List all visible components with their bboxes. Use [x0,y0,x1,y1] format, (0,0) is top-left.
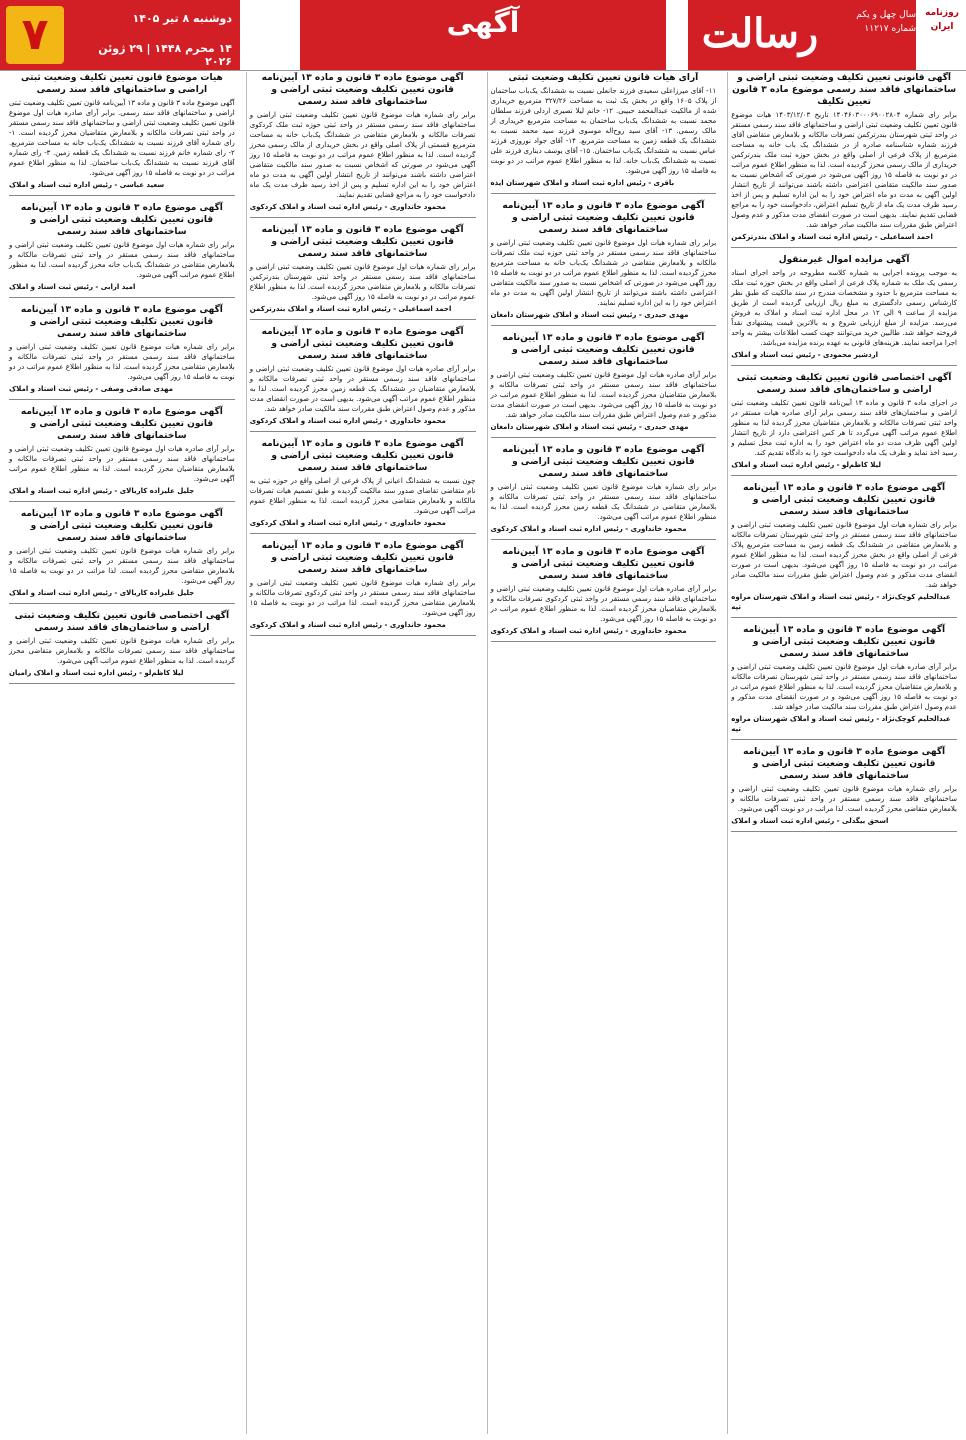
notice-signature: محمود خانداوری - رئیس اداره ثبت اسناد و املاک کردکوی [249,519,446,527]
notice-signature: محمود خانداوری - رئیس اداره ثبت اسناد و املاک کردکوی [249,203,446,211]
notice [731,746,957,832]
paper-info [826,8,916,36]
notice [731,482,957,618]
issue-number: شماره ۱۱۲۱۷ [864,24,916,34]
notice-title: آگهی موضوع ماده ۳ قانون و ماده ۱۳ آیین‌نامه قانون تعیین تکلیف وضعیت ثبتی اراضی و ساختمانهای فاقد سند رسمی [20,305,223,339]
notice-title: آگهی موضوع ماده ۳ قانون و ماده ۱۳ آیین‌نامه قانون تعیین تکلیف وضعیت ثبتی اراضی و ساختمانهای فاقد سند رسمی [743,625,946,659]
notice [491,72,717,194]
notice [491,332,717,438]
notice [9,304,235,400]
notice [9,508,235,604]
notice [9,406,235,502]
notice-body: برابر رای شماره ۱۴۰۴۶۰۳۰۰۰۶۹۰۰۲۸۰۴ تاریخ ۱۴۰۳/۱۲/۰۳ هیات موضوع قانون تعیین تکلیف وضعیت ثبتی اراضی و ساختمانهای فاقد سند رسمی مستقر در واحد ثبتی شهرستان بندرترکمن تصرفات مالکانه و بلامعارض متقاضی آقای فرزند شماره شناسنامه صادره از در ششدانگ یک باب خانه به مساحت مترمربع از پلاک فرعی از اصلی واقع در بخش حوزه ثبت ملک بندرترکمن خریداری از مالک رسمی محرز گردیده است. لذا به منظور اطلاع عموم مراتب در دو نوبت به فاصله ۱۵ روز آگهی می‌شود در صورتی که اشخاص نسبت به صدور سند مالکیت متقاضی اعتراضی داشته باشند می‌توانند از تاریخ انتشار اولین آگهی به مدت دو ماه اعتراض خود را به این اداره تسلیم و پس از اخذ رسید ظرف مدت یک ماه از تاریخ تسلیم اعتراض، دادخواست خود را به مراجع قضایی تقدیم نمایند. بدیهی است در صورت انقضای مدت مذکور و عدم وصول اعتراض طبق مقررات سند مالکیت صادر خواهد شد. [731,111,957,229]
notice-body: به موجب پرونده اجرایی به شماره کلاسه مطروحه در واحد اجرای اسناد رسمی یک ملک به شماره پلاک فرعی از اصلی واقع در بخش حوزه ثبت ملک به مساحت مترمربع با حدود و مشخصات مندرج در سند مالکیت که طبق نظر کارشناس رسمی دادگستری به مبلغ ریال ارزیابی گردیده است از طریق مزایده از ساعت ۹ الی ۱۲ در محل اداره ثبت اسناد و املاک به فروش می‌رسد. مزایده از مبلغ ارزیابی شروع و به بالاترین قیمت پیشنهادی نقداً فروخته خواهد شد. طالبین خرید می‌توانند جهت کسب اطلاعات بیشتر به واحد اجرا مراجعه نمایند. هزینه‌های قانونی به عهده برنده مزایده می‌باشد. [731,269,957,347]
notice [731,72,957,248]
notice-signature: امید ارابی - رئیس ثبت اسناد و املاک [9,283,136,291]
section-title: آگهی [446,6,520,39]
notice-body: برابر رای شماره هیات اول موضوع قانون تعیین تکلیف وضعیت ثبتی اراضی و ساختمانهای فاقد سند رسمی مستقر در واحد ثبتی تصرفات مالکانه و بلامعارض متقاضی در ششدانگ یک‌باب خانه محرز گردیده است. لذا به منظور اطلاع عموم مراتب آگهی می‌شود. [9,241,235,279]
notice-body: برابر آرای صادره هیات اول موضوع قانون تعیین تکلیف وضعیت ثبتی اراضی و ساختمانهای فاقد سند رسمی مستقر در واحد ثبتی کردکوی تصرفات مالکانه و بلامعارض متقاضیان محرز گردیده است. لذا به منظور اطلاع عموم مراتب در دو نوبت به فاصله ۱۵ روز آگهی می‌شود. [490,585,717,623]
notice [731,624,957,740]
notice-signature: اسحق بیگدلی - رئیس اداره ثبت اسناد و املاک [731,817,889,825]
notice-body: ۱۱- آقای میرزاعلی سعیدی فرزند جانعلی نسبت به ششدانگ یک‌باب ساختمان از پلاک ۱۶۰۵ واقع در بخش یک ثبت به مساحت ۳۲۷/۲۶ مترمربع خریداری شده از مالکیت عبدالمحمد حبیبی. ۱۲- خانم لیلا نصیری اردلی فرزند سلطان محمد نسبت به ششدانگ یک‌باب ساختمان به مساحت مترمربع خریداری از مالک رسمی. ۱۳- آقای سید روح‌اله موسوی فرزند سید محمد نسبت به ششدانگ یک قطعه زمین به مساحت مترمربع. ۱۴- آقای جواد نوروزی فرزند عباس نسبت به ششدانگ یک‌باب ساختمان. ۱۵- آقای یوسف دیناری فرزند علی نسبت به ششدانگ یک‌باب خانه. لذا به منظور اطلاع عموم مراتب در دو نوبت به فاصله ۱۵ روز آگهی می‌شود. [490,87,717,175]
notice-title: آگهی موضوع ماده ۳ قانون و ماده ۱۳ آیین‌نامه قانون تعیین تکلیف وضعیت ثبتی اراضی و ساختمانهای فاقد سند رسمی [20,407,223,441]
notice-signature: مهدی حیدری - رئیس ثبت اسناد و املاک شهرستان دامغان [490,311,689,319]
notice [250,438,476,534]
brand-label: روزنامه ایران [925,8,959,32]
notice-title: آگهی موضوع ماده ۳ قانون و ماده ۱۳ آیین‌نامه قانون تعیین تکلیف وضعیت ثبتی اراضی و ساختمانهای فاقد سند رسمی [502,547,705,581]
notice [9,202,235,298]
notice [491,200,717,326]
notice-title: آگهی اختصاصی قانون تعیین تکلیف وضعیت ثبتی اراضی و ساختمان‌های فاقد سند رسمی [736,373,952,395]
notice [731,254,957,366]
notice-body: برابر رای شماره هیات موضوع قانون تعیین تکلیف وضعیت ثبتی اراضی و ساختمانهای فاقد سند رسمی مستقر در واحد ثبتی تصرفات مالکانه و بلامعارض متقاضی محرز گردیده است. لذا مراتب در دو نوبت به فاصله ۱۵ روز آگهی می‌شود. [9,547,235,585]
notice-body: برابر رای شماره هیات موضوع قانون تعیین تکلیف وضعیت ثبتی اراضی و ساختمانهای فاقد سند رسمی تصرفات مالکانه و بلامعارض متقاضی محرز گردیده است. لذا به منظور اطلاع عموم مراتب آگهی می‌شود. [9,637,235,665]
notice-signature: محمود خانداوری - رئیس اداره ثبت اسناد و املاک کردکوی [490,525,687,533]
notice-signature: جلیل علیزاده کاربالای - رئیس اداره ثبت اسناد و املاک [9,487,195,495]
notice-signature: لیلا کاظم‌لو - رئیس اداره ثبت اسناد و املاک [731,461,882,469]
notice-title: آگهی موضوع ماده ۳ قانون و ماده ۱۳ آیین‌نامه قانون تعیین تکلیف وضعیت ثبتی اراضی و ساختمانهای فاقد سند رسمی [502,445,705,479]
notice-body: برابر آرای صادره هیات اول موضوع قانون تعیین تکلیف وضعیت ثبتی اراضی و ساختمانهای فاقد سند رسمی مستقر در واحد ثبتی تصرفات مالکانه و بلامعارض متقاضیان در ششدانگ یک قطعه زمین محرز گردیده است. لذا به منظور اطلاع عموم مراتب آگهی می‌شود. بدیهی است در صورت انقضای مدت مذکور و عدم وصول اعتراض طبق مقررات سند مالکیت صادر خواهد شد. [249,365,476,413]
notice [491,444,717,540]
notice-signature: احمد اسماعیلی - رئیس اداره ثبت اسناد و املاک بندرترکمن [731,233,933,241]
section-bar [300,0,666,70]
notice-body: برابر رای شماره هیات موضوع قانون تعیین تکلیف وضعیت ثبتی اراضی و ساختمانهای فاقد سند رسمی مستقر در واحد ثبتی کردکوی تصرفات مالکانه و بلامعارض متقاضی محرز گردیده است. لذا مراتب در دو نوبت به فاصله ۱۵ روز آگهی می‌شود. [249,579,476,617]
notice-title: آگهی اختصاصی قانون تعیین تکلیف وضعیت ثبتی اراضی و ساختمان‌های فاقد سند رسمی [14,611,230,633]
notice-signature: محمود خانداوری - رئیس اداره ثبت اسناد و املاک کردکوی [490,627,687,635]
notice-signature: احمد اسماعیلی - رئیس اداره ثبت اسناد و املاک بندرترکمن [249,305,452,313]
notice-body: برابر آرای صادره هیات اول موضوع قانون تعیین تکلیف وضعیت ثبتی اراضی و ساختمانهای فاقد سند رسمی مستقر در واحد ثبتی تصرفات مالکانه و بلامعارض متقاضیان محرز گردیده است. لذا به منظور اطلاع عموم مراتب آگهی می‌شود. [9,445,235,483]
notices-area [6,72,960,1434]
notice-body: در اجرای ماده ۳ قانون و ماده ۱۳ آیین‌نامه قانون تعیین تکلیف وضعیت ثبتی اراضی و ساختمان‌های فاقد سند رسمی برابر آرای صادره هیات مستقر در واحد ثبتی تصرفات مالکانه و بلامعارض متقاضیان محرز گردیده لذا به منظور اطلاع عموم مراتب آگهی می‌گردد تا هر کس اعتراضی دارد از تاریخ انتشار اولین آگهی ظرف مدت دو ماه اعتراض خود را به اداره ثبت محل تسلیم و رسید اخذ نماید و ظرف یک ماه دادخواست خود را به دادگاه تقدیم کند. [731,399,957,457]
notice-title: آگهی موضوع ماده ۳ قانون و ماده ۱۳ آیین‌نامه قانون تعیین تکلیف وضعیت ثبتی اراضی و ساختمانهای فاقد سند رسمی [261,439,464,473]
notice-column [6,72,238,1434]
notice-column [246,72,479,1434]
notice-signature: عبدالحلیم کوچک‌نژاد - رئیس ثبت اسناد و املاک شهرستان مراوه تپه [731,593,951,611]
date-lunar-gregorian: ۱۴ محرم ۱۴۴۸ | ۲۹ ژوئن ۲۰۲۶ [98,42,232,68]
notice-title: آگهی قانونی تعیین تکلیف وضعیت ثبتی اراضی و ساختمانهای فاقد سند رسمی موضوع ماده ۳ قانون تعیین تکلیف [732,73,957,107]
notice-title: آگهی موضوع ماده ۳ قانون و ماده ۱۳ آیین‌نامه قانون تعیین تکلیف وضعیت ثبتی اراضی و ساختمانهای فاقد سند رسمی [261,541,464,575]
date-bar [0,0,240,70]
notice-title: آگهی موضوع ماده ۳ قانون و ماده ۱۳ آیین‌نامه قانون تعیین تکلیف وضعیت ثبتی اراضی و ساختمانهای فاقد سند رسمی [743,483,946,517]
notice-body: برابر رای شماره هیات موضوع قانون تعیین تکلیف وضعیت ثبتی اراضی و ساختمانهای فاقد سند رسمی مستقر در واحد ثبتی تصرفات مالکانه و بلامعارض متقاضی محرز گردیده است. لذا به منظور اطلاع عموم مراتب در دو نوبت به فاصله ۱۵ روز آگهی می‌شود. [9,343,235,381]
notice-column [727,72,960,1434]
notice-body: برابر رای شماره هیات اول موضوع قانون تعیین تکلیف وضعیت ثبتی اراضی و ساختمانهای فاقد سند رسمی مستقر در واحد ثبتی شهرستان تصرفات مالکانه و بلامعارض متقاضی در ششدانگ یک قطعه زمین به مساحت مترمربع پلاک فرعی از اصلی واقع در بخش محرز گردیده است. لذا به منظور اطلاع عموم مراتب در دو نوبت به فاصله ۱۵ روز آگهی می‌شود. بدیهی است در صورت انقضای مدت مذکور و عدم وصول اعتراض طبق مقررات سند مالکیت صادر خواهد شد. [731,521,957,589]
notice [9,72,235,196]
newspaper-logo: رسالت [701,10,819,57]
notice [491,546,717,642]
paper-year: سال چهل و یکم [856,10,916,20]
notice-title: هیات موضوع قانون تعیین تکلیف وضعیت ثبتی اراضی و ساختمانهای فاقد سند رسمی [20,73,223,95]
notice [731,372,957,476]
notice-title: آگهی موضوع ماده ۳ قانون و ماده ۱۳ آیین‌نامه قانون تعیین تکلیف وضعیت ثبتی اراضی و ساختمانهای فاقد سند رسمی [261,73,464,107]
notice-body: برابر آرای صادره هیات اول موضوع قانون تعیین تکلیف وضعیت ثبتی اراضی و ساختمانهای فاقد سند رسمی مستقر در واحد ثبتی شهرستان تصرفات مالکانه و بلامعارض متقاضیان محرز گردیده است. لذا به منظور اطلاع عموم مراتب در دو نوبت به فاصله ۱۵ روز آگهی می‌شود و در صورت انقضای مدت مذکور و عدم وصول اعتراض طبق مقررات سند مالکیت صادر خواهد شد. [731,663,957,711]
notice-signature: سعید عباسی - رئیس اداره ثبت اسناد و املاک [9,181,165,189]
notice-title: آرای هیات قانون تعیین تکلیف وضعیت ثبتی [508,73,699,83]
notice-title: آگهی موضوع ماده ۳ قانون و ماده ۱۳ آیین‌نامه قانون تعیین تکلیف وضعیت ثبتی اراضی و ساختمانهای فاقد سند رسمی [20,509,223,543]
notice-body: برابر رای شماره هیات اول موضوع قانون تعیین تکلیف وضعیت ثبتی اراضی و ساختمانهای فاقد سند رسمی مستقر در واحد ثبتی شهرستان بندرترکمن تصرفات مالکانه و بلامعارض متقاضی محرز گردیده است. لذا به منظور اطلاع عموم مراتب در دو نوبت به فاصله ۱۵ روز آگهی می‌شود. [249,263,476,301]
notice-signature: محمود خانداوری - رئیس اداره ثبت اسناد و املاک کردکوی [249,417,446,425]
notice-body: آگهی موضوع ماده ۳ قانون و ماده ۱۳ آیین‌نامه قانون تعیین تکلیف وضعیت ثبتی اراضی و ساختمانهای فاقد سند رسمی. برابر آرای صادره هیات اول موضوع قانون تعیین تکلیف وضعیت ثبتی اراضی و ساختمانهای فاقد سند رسمی مستقر در واحد ثبتی تصرفات مالکانه و بلامعارض متقاضیان محرز گردیده است. ۱- رای شماره آقای فرزند نسبت به ششدانگ یک‌باب خانه به مساحت مترمربع. ۲- رای شماره خانم فرزند نسبت به ششدانگ یک قطعه زمین. ۳- رای شماره آقای فرزند نسبت به ششدانگ یک‌باب ساختمان. لذا به منظور اطلاع عموم مراتب در دو نوبت به فاصله ۱۵ روز آگهی می‌شود. [9,99,235,177]
notice [250,540,476,636]
notice-title: آگهی موضوع ماده ۳ قانون و ماده ۱۳ آیین‌نامه قانون تعیین تکلیف وضعیت ثبتی اراضی و ساختمانهای فاقد سند رسمی [20,203,223,237]
notice [250,72,476,218]
notice-body: برابر رای شماره هیات اول موضوع قانون تعیین تکلیف وضعیت ثبتی اراضی و ساختمانهای فاقد سند رسمی مستقر در واحد ثبتی حوزه ثبت ملک تصرفات مالکانه و بلامعارض متقاضی در ششدانگ یک‌باب خانه به مساحت مترمربع محرز گردیده است. لذا به منظور اطلاع عموم مراتب در دو نوبت به فاصله ۱۵ روز آگهی می‌شود در صورتی که اشخاص نسبت به صدور سند مالکیت متقاضی اعتراضی داشته باشند می‌توانند از تاریخ انتشار اولین آگهی به مدت دو ماه اعتراض خود را به این اداره تسلیم نمایند. [490,239,717,307]
notice-signature: لیلا کاظم‌لو - رئیس اداره ثبت اسناد و املاک رامیان [9,669,184,677]
notice-body: برابر رای شماره هیات موضوع قانون تعیین تکلیف وضعیت ثبتی اراضی و ساختمانهای فاقد سند رسمی مستقر در واحد ثبتی حوزه ثبت ملک کردکوی تصرفات مالکانه و بلامعارض متقاضی در ششدانگ یک‌باب خانه به مساحت مترمربع قسمتی از پلاک اصلی واقع در بخش خریداری از مالک رسمی محرز گردیده است. لذا به منظور اطلاع عموم مراتب در دو نوبت به فاصله ۱۵ روز آگهی می‌شود در صورتی که اشخاص نسبت به صدور سند مالکیت متقاضی اعتراضی داشته باشند می‌توانند از تاریخ انتشار اولین آگهی به مدت دو ماه اعتراض خود را به این اداره تسلیم و پس از اخذ رسید ظرف مدت یک ماه دادخواست خود را به مراجع قضایی تقدیم نمایند. [249,111,476,199]
notice-title: آگهی موضوع ماده ۳ قانون و ماده ۱۳ آیین‌نامه قانون تعیین تکلیف وضعیت ثبتی اراضی و ساختمانهای فاقد سند رسمی [261,225,464,259]
notice-body: برابر رای شماره هیات موضوع قانون تعیین تکلیف وضعیت ثبتی اراضی و ساختمانهای فاقد سند رسمی مستقر در واحد ثبتی تصرفات مالکانه و بلامعارض متقاضی در ششدانگ یک قطعه زمین محرز گردیده است. لذا به منظور اطلاع عموم مراتب آگهی می‌شود. [490,483,717,521]
notice-body: برابر آرای صادره هیات اول موضوع قانون تعیین تکلیف وضعیت ثبتی اراضی و ساختمانهای فاقد سند رسمی مستقر در واحد ثبتی تصرفات مالکانه و بلامعارض متقاضیان محرز گردیده است. لذا به منظور اطلاع عموم مراتب در دو نوبت به فاصله ۱۵ روز آگهی می‌شود. بدیهی است در صورت انقضای مدت مذکور و عدم وصول اعتراض طبق مقررات سند مالکیت صادر خواهد شد. [490,371,717,419]
page-number: ۷ [6,6,64,64]
notice-signature: مهدی حیدری - رئیس ثبت اسناد و املاک شهرستان دامغان [490,423,689,431]
notice-title: آگهی مزایده اموال غیرمنقول [778,255,910,265]
notice-signature: اردشیر محمودی - رئیس ثبت اسناد و املاک [731,351,879,359]
masthead [0,0,966,71]
notice [250,224,476,320]
notice-signature: مهدی صادقی وصفی - رئیس ثبت اسناد و املاک [9,385,173,393]
notice-signature: محمود خانداوری - رئیس اداره ثبت اسناد و املاک کردکوی [249,621,446,629]
notice-title: آگهی موضوع ماده ۳ قانون و ماده ۱۳ آیین‌نامه قانون تعیین تکلیف وضعیت ثبتی اراضی و ساختمانهای فاقد سند رسمی [502,333,705,367]
notice-title: آگهی موضوع ماده ۳ قانون و ماده ۱۳ آیین‌نامه قانون تعیین تکلیف وضعیت ثبتی اراضی و ساختمانهای فاقد سند رسمی [743,747,946,781]
notice-body: برابر رای شماره هیات موضوع قانون تعیین تکلیف وضعیت ثبتی اراضی و ساختمانهای فاقد سند رسمی مستقر در واحد ثبتی تصرفات مالکانه و بلامعارض متقاضی محرز گردیده است. لذا مراتب در دو نوبت آگهی می‌شود. [731,785,957,813]
notice-title: آگهی موضوع ماده ۳ قانون و ماده ۱۳ آیین‌نامه قانون تعیین تکلیف وضعیت ثبتی اراضی و ساختمانهای فاقد سند رسمی [502,201,705,235]
notice-title: آگهی موضوع ماده ۳ قانون و ماده ۱۳ آیین‌نامه قانون تعیین تکلیف وضعیت ثبتی اراضی و ساختمانهای فاقد سند رسمی [261,327,464,361]
notice-signature: باقری - رئیس اداره ثبت اسناد و املاک شهرستان ایذه [490,179,675,187]
notice-signature: عبدالحلیم کوچک‌نژاد - رئیس ثبت اسناد و املاک شهرستان مراوه تپه [731,715,951,733]
notice-column [487,72,720,1434]
notice-signature: جلیل علیزاده کاربالای - رئیس اداره ثبت اسناد و املاک [9,589,195,597]
date-solar: دوشنبه ۸ تیر ۱۴۰۵ [132,12,232,25]
notice-body: چون نسبت به ششدانگ اعیانی از پلاک فرعی از اصلی واقع در حوزه ثبتی به نام متقاضی تقاضای صدور سند مالکیت گردیده و طبق تصمیم هیات تصرفات مالکانه و بلامعارض متقاضی محرز گردیده است. لذا به منظور اطلاع عموم مراتب آگهی می‌شود. [249,477,476,515]
notice [250,326,476,432]
notice [9,610,235,684]
